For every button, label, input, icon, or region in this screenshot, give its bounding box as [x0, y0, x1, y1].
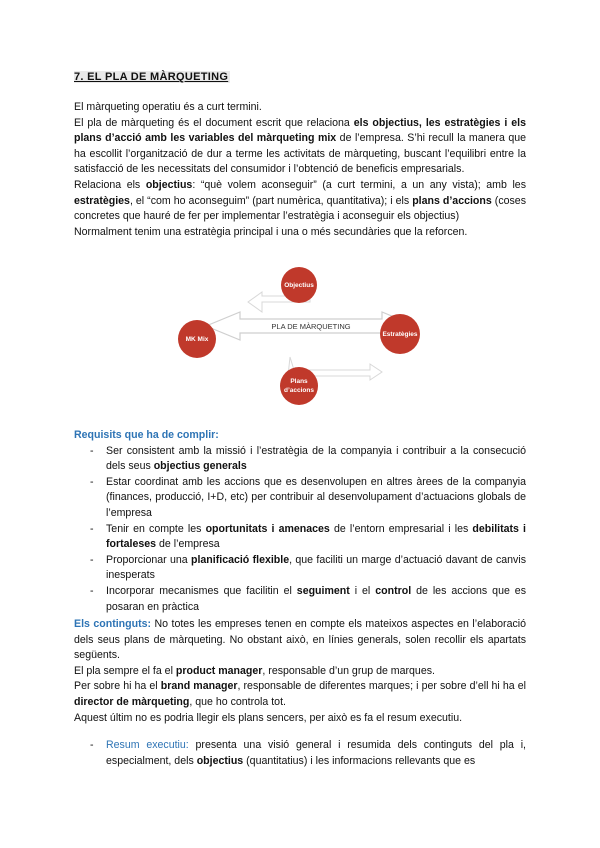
list-item: - Proporcionar una planificació flexible, que faciliti un marge d’actuació davant de canvis inesperats	[74, 553, 526, 584]
intro-paragraph-4: Normalment tenim una estratègia principal i una o més secundàries que la reforcen.	[74, 225, 468, 238]
requisits-section	[74, 428, 526, 615]
resum-label: Resum executiu:	[106, 739, 189, 751]
marketing-plan-diagram	[170, 262, 430, 410]
continguts-paragraph-3: Per sobre hi ha el brand manager, responsable de diferentes marques; i per sobre d’ell hi ha el director de màrqueting, que ho controla tot.	[74, 680, 527, 708]
plans-accions-circle	[280, 367, 318, 405]
section-heading: 7. EL PLA DE MÀRQUETING	[74, 71, 229, 83]
continguts-list	[74, 738, 526, 769]
mk-mix-label: MK Mix	[185, 336, 209, 343]
diagram-center-label: PLA DE MÀRQUETING	[271, 322, 351, 331]
requisits-title: Requisits que ha de complir:	[74, 429, 219, 441]
continguts-title: Els continguts:	[74, 618, 152, 630]
list-item: - Resum executiu: presenta una visió general i resumida dels continguts del pla i, especialment, dels objectius (quantitatius) i les informacions rellevants que es	[74, 738, 526, 769]
requisits-list	[74, 444, 526, 616]
intro-paragraph-1: El màrqueting operatiu és a curt termini.	[74, 101, 262, 113]
list-item: - Ser consistent amb la missió i l’estratègia de la companyia i contribuir a la consecució dels seus objectius generals	[74, 444, 526, 475]
list-item: - Estar coordinat amb les accions que es desenvolupen en altres àrees de la companyia (finances, producció, I+D, etc) per contribuir al desenvolupament d’actuacions globals de l’empresa	[74, 475, 526, 522]
plans-accions-label-line1: Plans	[290, 378, 308, 385]
objectius-label: Objectius	[284, 282, 314, 289]
resum-section	[74, 738, 526, 769]
continguts-section	[74, 617, 526, 726]
continguts-paragraph-1: Els continguts: No totes les empreses tenen en compte els mateixos aspectes en l’elaboració dels seus plans de màrqueting. No obstant això, en línies generals, solen recollir els apartats següents.	[74, 618, 527, 662]
list-item: - Incorporar mecanismes que facilitin el seguiment i el control de les accions que es posaran en pràctica	[74, 584, 526, 615]
intro-paragraph-2: El pla de màrqueting és el document escrit que relaciona els objectius, les estratègies i els plans d’acció amb les variables del màrqueting mix de l’empresa. S’hi recull la manera que ha escollit l’organització de dur a terme les activitats de màrqueting, buscant l’equilibri entre la satisfacció de les necessitats del consumidor i l’obtenció de beneficis empresarials.	[74, 116, 527, 176]
list-item: - Tenir en compte les oportunitats i amenaces de l’entorn empresarial i les debilitats i fortaleses de l’empresa	[74, 522, 526, 553]
intro-section	[74, 100, 526, 240]
continguts-paragraph-4: Aquest últim no es podria llegir els plans sencers, per això es fa el resum executiu.	[74, 711, 463, 724]
plans-accions-label-line2: d’accions	[284, 387, 314, 394]
intro-paragraph-3: Relaciona els objectius: “què volem aconseguir” (a curt termini, a un any vista); amb les estratègies, el “com ho aconseguim” (part numèrica, quantitativa); i els plans d’accions (coses concretes que hauré de fer per implementar l’estratègia i aconseguir els objectius)	[74, 178, 526, 223]
continguts-paragraph-2: El pla sempre el fa el product manager, responsable d’un grup de marques.	[74, 664, 435, 677]
estrategies-label: Estratègies	[382, 331, 418, 338]
